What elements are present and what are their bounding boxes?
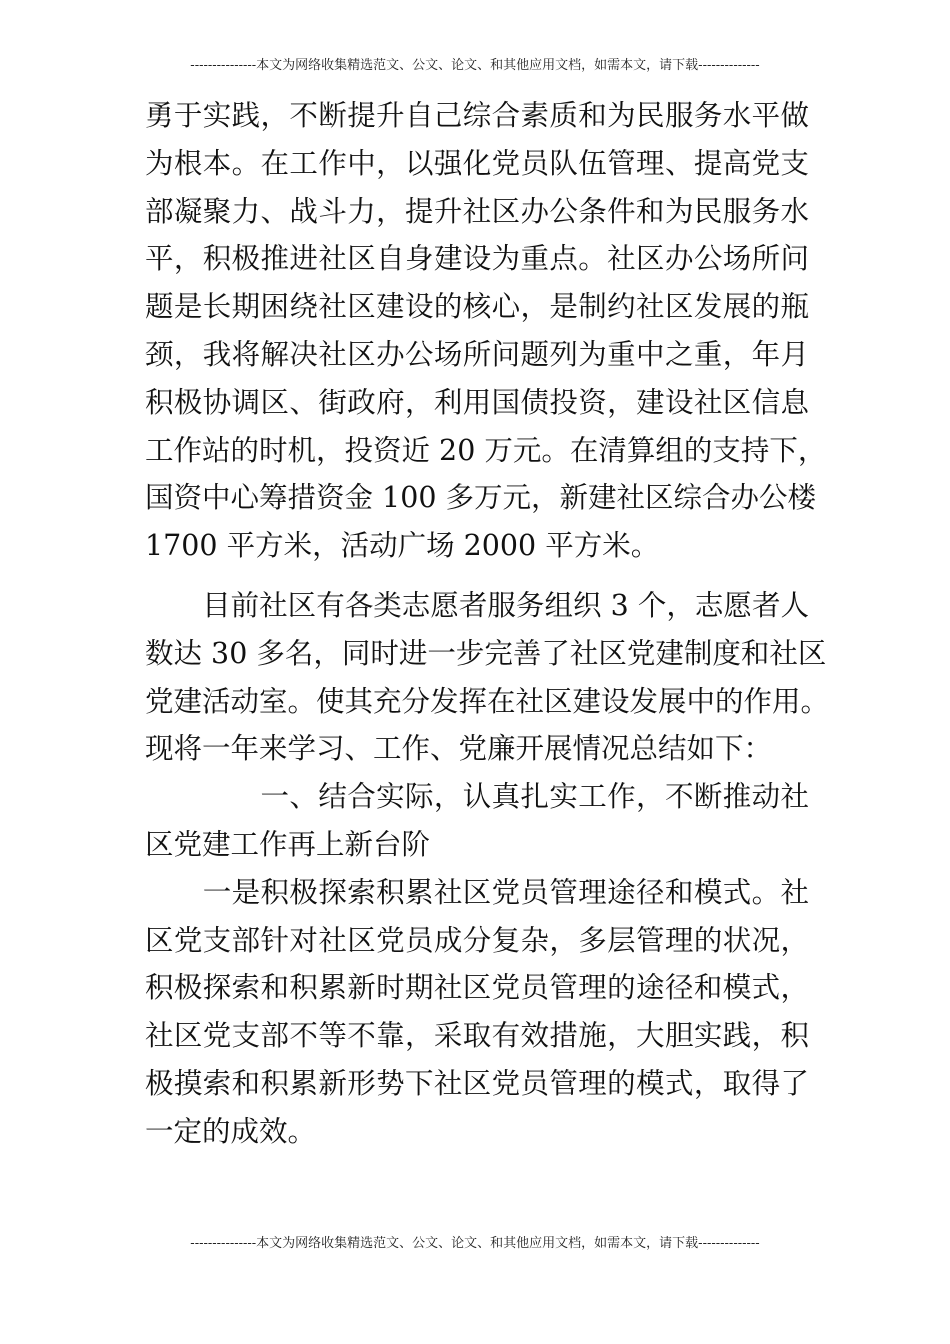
text-line: 颈，我将解决社区办公场所问题列为重中之重，年月 bbox=[145, 337, 809, 371]
text-line: 1700 平方米，活动广场 2000 平方米。 bbox=[145, 529, 660, 563]
paragraph-1 bbox=[145, 92, 827, 570]
document-body bbox=[145, 92, 830, 1156]
text-line: 勇于实践，不断提升自己综合素质和为民服务水平做 bbox=[145, 99, 809, 132]
paragraph-2 bbox=[145, 582, 830, 773]
page-footer: ---------------本文为网络收集精选范文、公文、论文、和其他应用文档，如需本文，请下载-------------- bbox=[190, 1236, 760, 1251]
text-line: 党建活动室。使其充分发挥在社区建设发展中的作用。 bbox=[145, 684, 830, 718]
text-line: 平，积极推进社区自身建设为重点。社区办公场所问 bbox=[145, 242, 809, 276]
text-line: 题是长期困绕社区建设的核心，是制约社区发展的瓶 bbox=[145, 290, 809, 324]
paragraph-3 bbox=[145, 869, 809, 1156]
text-line: 为根本。在工作中，以强化党员队伍管理、提高党支 bbox=[145, 146, 809, 180]
page-header: ---------------本文为网络收集精选范文、公文、论文、和其他应用文档，如需本文，请下载-------------- bbox=[190, 58, 760, 73]
text-line: 积极协调区、街政府，利用国债投资，建设社区信息 bbox=[145, 385, 809, 419]
text-line: 社区党支部不等不靠，采取有效措施，大胆实践，积 bbox=[145, 1019, 809, 1053]
text-line: 区党支部针对社区党员成分复杂，多层管理的状况， bbox=[145, 923, 809, 957]
text-line: 区党建工作再上新台阶 bbox=[145, 827, 431, 861]
text-line: 工作站的时机，投资近 20 万元。在清算组的支持下， bbox=[145, 433, 827, 467]
text-line: 国资中心筹措资金 100 多万元，新建社区综合办公楼 bbox=[145, 481, 817, 515]
text-line: 现将一年来学习、工作、党廉开展情况总结如下： bbox=[145, 732, 773, 766]
text-line: 目前社区有各类志愿者服务组织 3 个，志愿者人 bbox=[145, 588, 809, 622]
text-line: 一定的成效。 bbox=[145, 1114, 317, 1148]
text-line: 部凝聚力、战斗力，提升社区办公条件和为民服务水 bbox=[145, 194, 809, 228]
text-line: 积极探索和积累新时期社区党员管理的途径和模式， bbox=[145, 971, 809, 1005]
text-line: 数达 30 多名，同时进一步完善了社区党建制度和社区 bbox=[145, 636, 827, 670]
section-heading-1 bbox=[145, 773, 809, 869]
text-line: 一是积极探索积累社区党员管理途径和模式。社 bbox=[145, 875, 809, 909]
text-line: 一、结合实际，认真扎实工作，不断推动社 bbox=[145, 780, 809, 814]
text-line: 极摸索和积累新形势下社区党员管理的模式，取得了 bbox=[145, 1066, 809, 1100]
